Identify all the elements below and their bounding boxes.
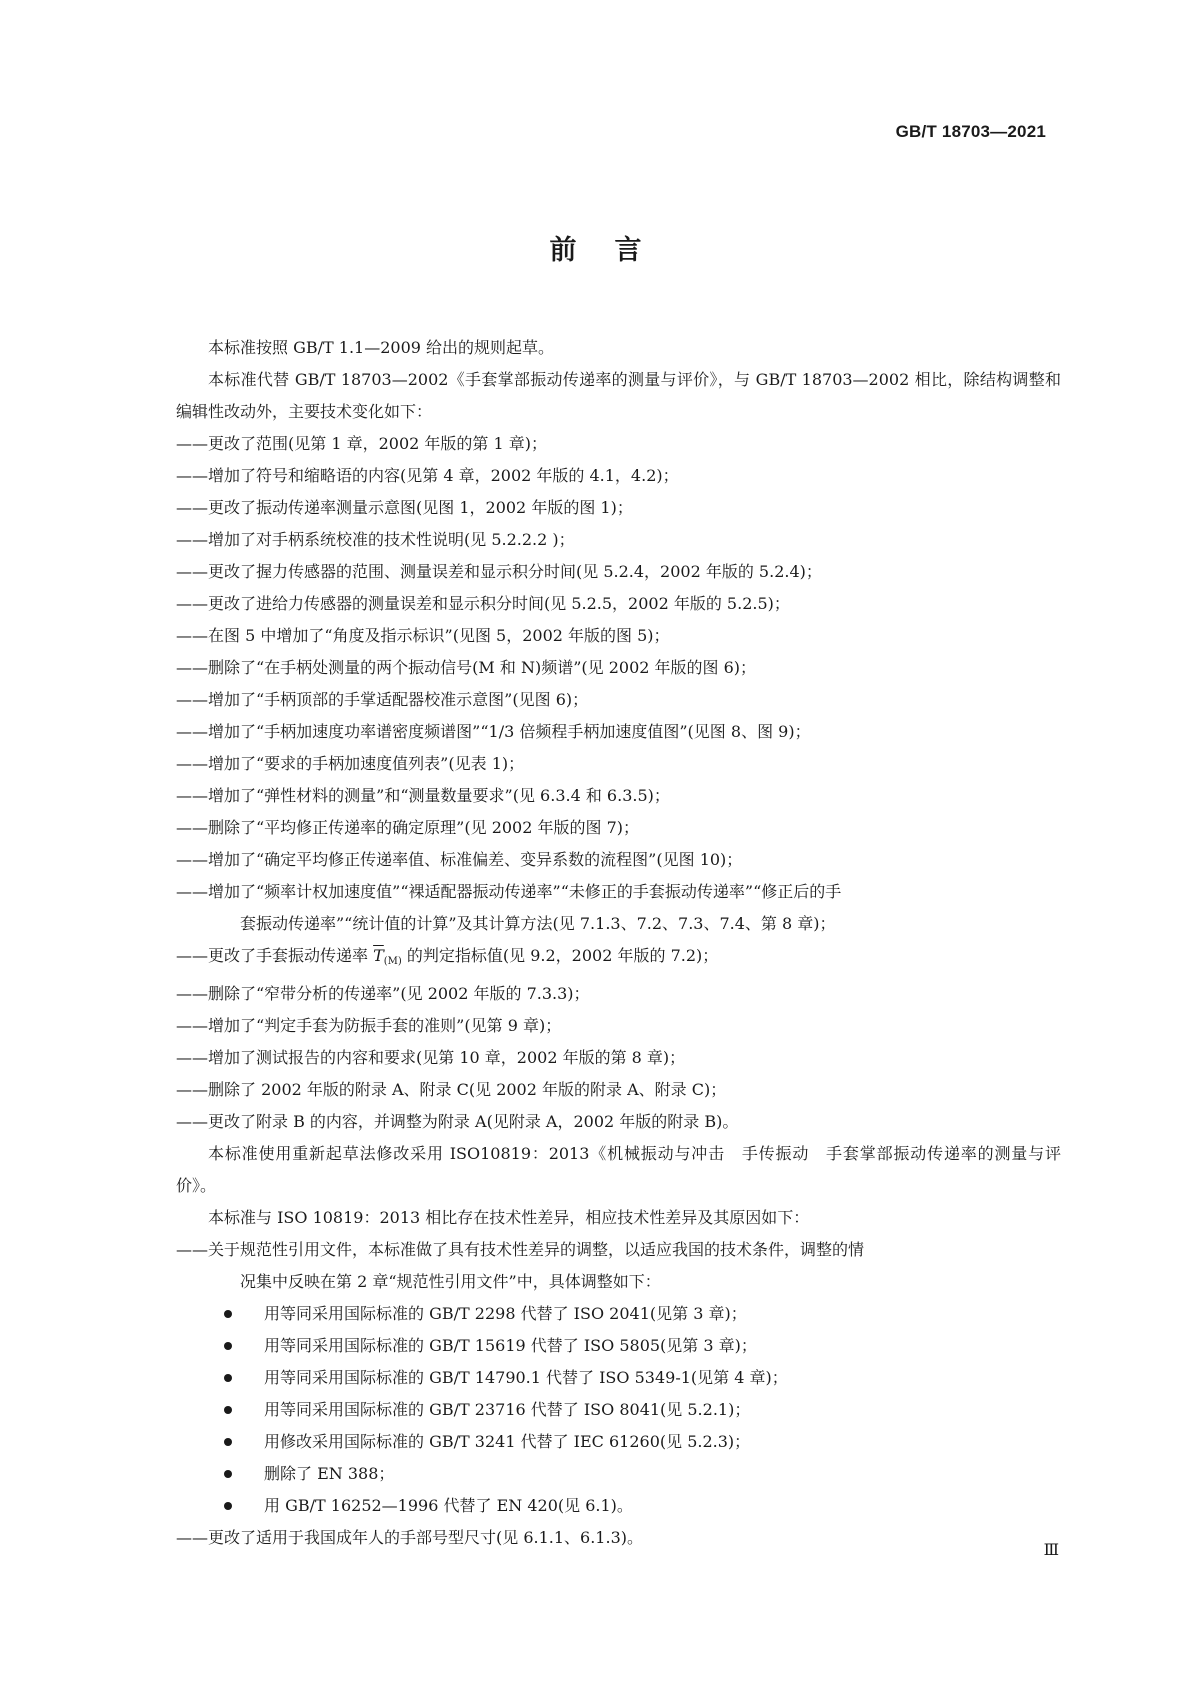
list-item: —— 删除了 2002 年版的附录 A、附录 C(见 2002 年版的附录 A、附录 C)；	[176, 1080, 727, 1099]
list-item: —— 更改了范围(见第 1 章，2002 年版的第 1 章)；	[176, 434, 547, 453]
paragraph: 本标准代替 GB/T 18703—2002《手套掌部振动传递率的测量与评价》，与 GB/T 18703—2002 相比，除结构调整和编辑性改动外，主要技术变化如下：	[176, 370, 1061, 421]
list-item: —— 删除了“在手柄处测量的两个振动信号(M 和 N)频谱”(见 2002 年版的图 6)；	[176, 658, 757, 677]
paragraph: 本标准按照 GB/T 1.1—2009 给出的规则起草。	[208, 338, 555, 357]
list-item: —— 增加了“判定手套为防振手套的准则”(见第 9 章)；	[176, 1016, 562, 1035]
list-item: —— 关于规范性引用文件，本标准做了具有技术性差异的调整，以适应我国的技术条件，调整的情 况集中反映在第 2 章“规范性引用文件”中，具体调整如下：	[176, 1240, 865, 1291]
list-item: —— 增加了对手柄系统校准的技术性说明(见 5.2.2.2 )；	[176, 530, 575, 549]
t-bar-symbol: $\overline{T}$	[373, 946, 384, 965]
bullet-item: 用等同采用国际标准的 GB/T 15619 代替了 ISO 5805(见第 3 章)；	[176, 1330, 1061, 1362]
bullet-icon	[224, 1406, 232, 1414]
list-item: —— 更改了进给力传感器的测量误差和显示积分时间(见 5.2.5，2002 年版的 5.2.5)；	[176, 594, 790, 613]
list-item: —— 增加了“确定平均修正传递率值、标准偏差、变异系数的流程图”(见图 10)；	[176, 850, 743, 869]
bullet-icon	[224, 1438, 232, 1446]
list-item: —— 增加了“手柄加速度功率谱密度频谱图”“1/3 倍频程手柄加速度值图”(见图 8、图 9)；	[176, 722, 811, 741]
list-item: —— 增加了符号和缩略语的内容(见第 4 章，2002 年版的 4.1，4.2)；	[176, 466, 679, 485]
page-number: Ⅲ	[1043, 1540, 1059, 1559]
list-item: —— 删除了“窄带分析的传递率”(见 2002 年版的 7.3.3)；	[176, 984, 590, 1003]
list-item: —— 更改了振动传递率测量示意图(见图 1，2002 年版的图 1)；	[176, 498, 633, 517]
list-item: —— 增加了“弹性材料的测量”和“测量数量要求”(见 6.3.4 和 6.3.5)；	[176, 786, 670, 805]
bullet-item: 用等同采用国际标准的 GB/T 14790.1 代替了 ISO 5349-1(见第 4 章)；	[176, 1362, 1061, 1394]
list-item: —— 增加了“频率计权加速度值”“裸适配器振动传递率”“未修正的手套振动传递率”“修正后的手 套振动传递率”“统计值的计算”及其计算方法(见 7.1.3、7.2、7.3、7.4、第 8 章)；	[176, 882, 842, 933]
paragraph: 本标准与 ISO 10819：2013 相比存在技术性差异，相应技术性差异及其原因如下：	[208, 1208, 810, 1227]
bullet-icon	[224, 1374, 232, 1382]
bullet-icon	[224, 1342, 232, 1350]
standard-code: GB/T 18703—2021	[895, 122, 1046, 141]
bullet-icon	[224, 1502, 232, 1510]
list-item: —— 更改了手套振动传递率 $\overline{T}_{(M)}$ 的判定指标值(见 9.2，2002 年版的 7.2)；	[176, 946, 719, 967]
list-item: —— 更改了附录 B 的内容，并调整为附录 A(见附录 A，2002 年版的附录 B)。	[176, 1112, 739, 1131]
bullet-item: 用等同采用国际标准的 GB/T 2298 代替了 ISO 2041(见第 3 章)；	[176, 1298, 1061, 1330]
bullet-item: 用 GB/T 16252—1996 代替了 EN 420(见 6.1)。	[176, 1490, 1061, 1522]
bullet-item: 用修改采用国际标准的 GB/T 3241 代替了 IEC 61260(见 5.2.3)；	[176, 1426, 1061, 1458]
list-item: —— 增加了测试报告的内容和要求(见第 10 章，2002 年版的第 8 章)；	[176, 1048, 686, 1067]
bullet-icon	[224, 1310, 232, 1318]
bullet-item: 删除了 EN 388；	[176, 1458, 1061, 1490]
list-item: —— 增加了“手柄顶部的手掌适配器校准示意图”(见图 6)；	[176, 690, 589, 709]
bullet-item: 用等同采用国际标准的 GB/T 23716 代替了 ISO 8041(见 5.2.1)；	[176, 1394, 1061, 1426]
list-item: —— 更改了握力传感器的范围、测量误差和显示积分时间(见 5.2.4，2002 年版的 5.2.4)；	[176, 562, 822, 581]
list-item: —— 删除了“平均修正传递率的确定原理”(见 2002 年版的图 7)；	[176, 818, 640, 837]
page-title: 前言	[549, 235, 680, 266]
paragraph: 本标准使用重新起草法修改采用 ISO10819：2013《机械振动与冲击 手传振动 手套掌部振动传递率的测量与评价》。	[176, 1144, 1061, 1195]
list-item: —— 更改了适用于我国成年人的手部号型尺寸(见 6.1.1、6.1.3)。	[176, 1528, 643, 1547]
list-item: —— 增加了“要求的手柄加速度值列表”(见表 1)；	[176, 754, 525, 773]
list-item: —— 在图 5 中增加了“角度及指示标识”(见图 5，2002 年版的图 5)；	[176, 626, 670, 645]
document-body	[176, 332, 1061, 1554]
bullet-icon	[224, 1470, 232, 1478]
